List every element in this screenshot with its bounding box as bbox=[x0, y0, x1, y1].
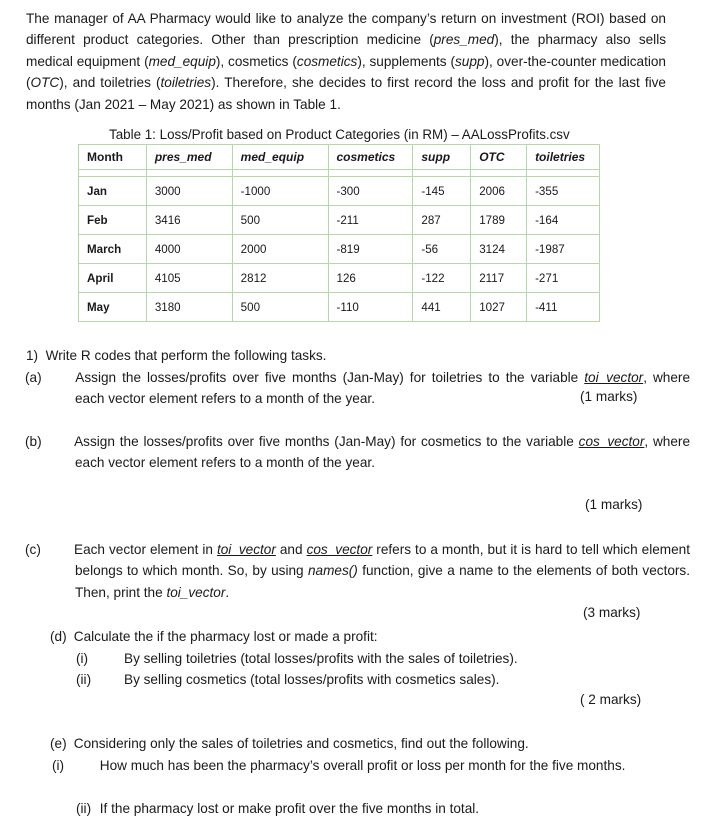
table-cell: -122 bbox=[413, 264, 471, 293]
marks-1b: (1 marks) bbox=[585, 497, 643, 512]
table-cell: May bbox=[79, 293, 147, 322]
question-1d-i bbox=[76, 648, 666, 669]
question-text: Each vector element in bbox=[74, 542, 217, 557]
question-text: function, give a name to the elements of both vectors. Then, print the bbox=[75, 563, 691, 600]
term-toiletries: toiletries bbox=[160, 75, 212, 91]
table-cell: 3416 bbox=[146, 206, 232, 235]
question-1b bbox=[25, 431, 691, 474]
question-1e-i bbox=[52, 755, 690, 776]
question-label: (a) bbox=[25, 370, 42, 385]
question-text: If the pharmacy lost or make profit over the five months in total. bbox=[99, 801, 480, 816]
header-med-equip: med_equip bbox=[232, 145, 328, 170]
question-1d-ii bbox=[76, 669, 666, 690]
question-text: . bbox=[225, 584, 230, 600]
intro-text: ), over-the-counter medication ( bbox=[26, 53, 666, 91]
question-text: By selling toiletries (total losses/profits with the sales of toiletries). bbox=[124, 651, 518, 666]
var-cos-vector: cos_vector bbox=[306, 542, 373, 557]
fn-names: names() bbox=[307, 563, 358, 579]
term-med-equip: med_equip bbox=[148, 53, 216, 69]
header-cosmetics: cosmetics bbox=[328, 145, 413, 170]
table-cell: -110 bbox=[328, 293, 413, 322]
var-toi-vector: toi_vector bbox=[584, 370, 644, 385]
table-header-row bbox=[79, 145, 600, 170]
table-cell: -145 bbox=[413, 177, 471, 206]
question-text: By selling cosmetics (total losses/profits with cosmetics sales). bbox=[124, 672, 500, 687]
intro-paragraph bbox=[26, 8, 666, 115]
table-cell: 3180 bbox=[146, 293, 232, 322]
var-toi-vector: toi_vector bbox=[216, 542, 276, 557]
question-text: Considering only the sales of toiletries and cosmetics, find out the following. bbox=[73, 736, 529, 751]
table-cell: 1027 bbox=[471, 293, 527, 322]
table-cell: -271 bbox=[527, 264, 600, 293]
marks-1d: ( 2 marks) bbox=[580, 692, 642, 707]
header-month: Month bbox=[79, 145, 147, 170]
table-cell: -211 bbox=[328, 206, 413, 235]
table-cell: 2000 bbox=[232, 235, 328, 264]
table-row bbox=[79, 235, 600, 264]
var-cos-vector: cos_vector bbox=[578, 434, 645, 449]
table-cell: 287 bbox=[413, 206, 471, 235]
table-cell: -1000 bbox=[232, 177, 328, 206]
intro-text: ), supplements ( bbox=[357, 53, 455, 69]
table-cell: March bbox=[79, 235, 147, 264]
table-cell: 126 bbox=[328, 264, 413, 293]
table-cell: 2006 bbox=[471, 177, 527, 206]
table-row bbox=[79, 293, 600, 322]
table-caption: Table 1: Loss/Profit based on Product Categories (in RM) – AALossProfits.csv bbox=[109, 127, 570, 142]
question-label: (e) bbox=[50, 736, 67, 751]
header-supp: supp bbox=[413, 145, 471, 170]
intro-text: The manager of AA Pharmacy would like to analyze the company’s return on investment (ROI) based on different product categories. Other than prescription medicine ( bbox=[26, 11, 666, 48]
table-cell: Feb bbox=[79, 206, 147, 235]
question-text: , where each vector element refers to a month of the year. bbox=[75, 370, 691, 407]
table-cell: 1789 bbox=[471, 206, 527, 235]
table-cell: 500 bbox=[232, 293, 328, 322]
table-spacer-row bbox=[79, 170, 600, 177]
var-toi-vector: toi_vector bbox=[166, 584, 226, 600]
table-cell: 441 bbox=[413, 293, 471, 322]
table-row bbox=[79, 264, 600, 293]
table-cell: 4000 bbox=[146, 235, 232, 264]
question-1: 1) Write R codes that perform the following tasks. bbox=[26, 348, 327, 363]
question-1c bbox=[25, 539, 691, 603]
question-1e-ii bbox=[76, 798, 666, 819]
question-text: refers to a month, but it is hard to tell which element belongs to which month. So, by using bbox=[75, 542, 691, 579]
term-otc: OTC bbox=[30, 75, 60, 91]
question-text: and bbox=[275, 542, 307, 557]
table-cell: -300 bbox=[328, 177, 413, 206]
table-row bbox=[79, 177, 600, 206]
question-text: How much has been the pharmacy’s overall profit or loss per month for the five months. bbox=[99, 758, 626, 773]
table-cell: 4105 bbox=[146, 264, 232, 293]
marks-1a: (1 marks) bbox=[580, 389, 638, 404]
question-label: (i) bbox=[52, 758, 65, 773]
question-label: (ii) bbox=[76, 801, 92, 816]
table-cell: 2117 bbox=[471, 264, 527, 293]
table-cell: -164 bbox=[527, 206, 600, 235]
question-text: , where each vector element refers to a month of the year. bbox=[75, 434, 691, 471]
question-label: (d) bbox=[50, 629, 67, 644]
term-pres-med: pres_med bbox=[433, 32, 495, 48]
marks-1c: (3 marks) bbox=[583, 605, 641, 620]
question-1e bbox=[50, 733, 665, 754]
table-cell: 3124 bbox=[471, 235, 527, 264]
intro-text: ), the pharmacy also sells medical equipment ( bbox=[26, 32, 667, 69]
question-1d bbox=[50, 626, 665, 647]
loss-profit-table bbox=[78, 144, 600, 322]
term-cosmetics: cosmetics bbox=[296, 53, 358, 69]
table-cell: 2812 bbox=[232, 264, 328, 293]
table-cell: 3000 bbox=[146, 177, 232, 206]
question-text: Assign the losses/profits over five months (Jan-May) for cosmetics to the variable bbox=[74, 434, 574, 449]
intro-text: ), and toiletries ( bbox=[59, 75, 161, 91]
question-label: (i) bbox=[76, 651, 89, 666]
table-cell: 500 bbox=[232, 206, 328, 235]
question-label: (ii) bbox=[76, 672, 92, 687]
header-toiletries: toiletries bbox=[527, 145, 600, 170]
question-label: (b) bbox=[25, 434, 42, 449]
table-cell: April bbox=[79, 264, 147, 293]
table-cell: Jan bbox=[79, 177, 147, 206]
header-pres-med: pres_med bbox=[146, 145, 232, 170]
question-text: Assign the losses/profits over five months (Jan-May) for toiletries to the variable bbox=[75, 370, 579, 385]
term-supp: supp bbox=[454, 53, 485, 69]
table-cell: -355 bbox=[527, 177, 600, 206]
table-cell: -819 bbox=[328, 235, 413, 264]
table-cell: -1987 bbox=[527, 235, 600, 264]
intro-text: ). Therefore, she decides to first record the loss and profit for the last five months (Jan 2021 – May 2021) as shown in Table 1. bbox=[26, 75, 666, 112]
header-otc: OTC bbox=[471, 145, 527, 170]
table-cell: -56 bbox=[413, 235, 471, 264]
question-text: Calculate the if the pharmacy lost or made a profit: bbox=[73, 629, 378, 644]
intro-text: ), cosmetics ( bbox=[215, 53, 297, 69]
question-label: (c) bbox=[25, 542, 41, 557]
table-cell: -411 bbox=[527, 293, 600, 322]
table-row bbox=[79, 206, 600, 235]
